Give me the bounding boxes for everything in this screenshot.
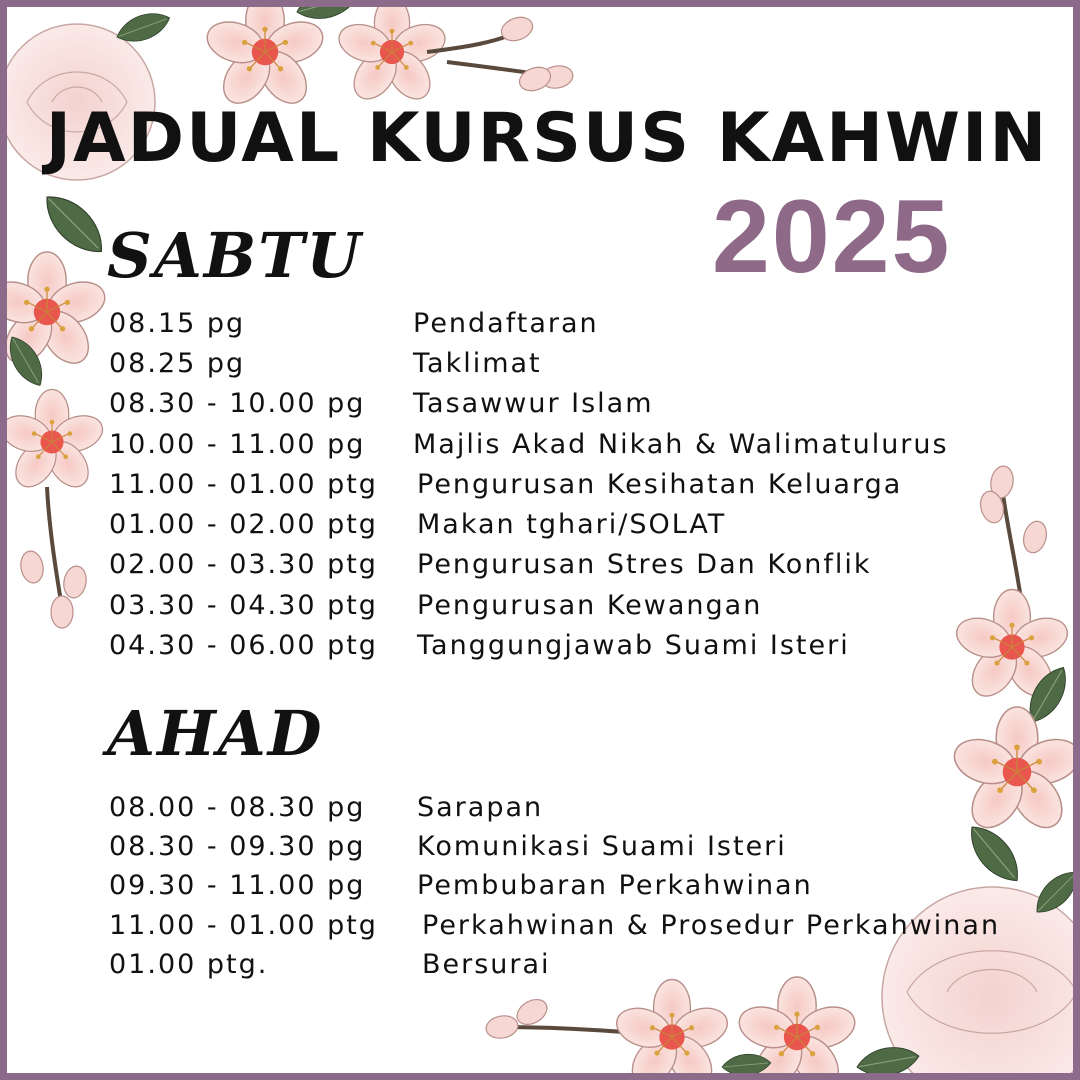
schedule-row [109,788,1000,827]
schedule-row [109,504,949,544]
schedule-time: 01.00 - 02.00 ptg [109,509,378,541]
schedule-activity: Sarapan [417,792,544,824]
schedule-activity: Pengurusan Stres Dan Konflik [417,549,872,581]
schedule-row [109,866,1000,905]
schedule-activity: Makan tghari/SOLAT [417,509,727,541]
schedule-row [109,906,1000,945]
schedule-row [109,464,949,504]
schedule-row [109,827,1000,866]
schedule-activity: Pendaftaran [413,307,599,339]
schedule-activity: Bersurai [422,948,551,980]
schedule-row [109,945,1000,984]
schedule-row [109,343,949,383]
schedule-activity: Tanggungjawab Suami Isteri [417,630,850,662]
schedule-row [109,585,949,625]
schedule-time: 08.30 - 09.30 pg [109,831,366,863]
schedule-time: 08.00 - 08.30 pg [109,792,366,824]
schedule-activity: Majlis Akad Nikah & Walimatulurus [413,428,949,460]
schedule-time: 09.30 - 11.00 pg [109,870,366,902]
schedule-activity: Pengurusan Kesihatan Keluarga [417,468,903,500]
schedule-time: 02.00 - 03.30 ptg [109,549,378,581]
schedule-time: 01.00 ptg. [109,948,269,980]
schedule-time: 08.30 - 10.00 pg [109,388,366,420]
day-heading-sabtu: SABTU [107,219,363,292]
schedule-time: 11.00 - 01.00 ptg [109,909,378,941]
schedule-list-ahad [109,788,1000,984]
day-heading-ahad: AHAD [107,697,324,770]
schedule-activity: Komunikasi Suami Isteri [417,831,787,863]
year-heading: 2025 [712,179,952,295]
schedule-activity: Pembubaran Perkahwinan [417,870,813,902]
schedule-time: 04.30 - 06.00 ptg [109,630,378,662]
page-title: JADUAL KURSUS KAHWIN [45,99,1049,178]
schedule-time: 08.15 pg [109,307,246,339]
schedule-row [109,545,949,585]
schedule-activity: Tasawwur Islam [413,388,654,420]
schedule-time: 11.00 - 01.00 ptg [109,468,378,500]
schedule-activity: Perkahwinan & Prosedur Perkahwinan [422,909,1001,941]
schedule-time: 10.00 - 11.00 pg [109,428,366,460]
schedule-time: 03.30 - 04.30 ptg [109,589,378,621]
schedule-row [109,625,949,665]
schedule-list-sabtu [109,303,949,666]
schedule-time: 08.25 pg [109,347,246,379]
schedule-row [109,303,949,343]
schedule-activity: Pengurusan Kewangan [417,589,763,621]
schedule-activity: Taklimat [413,347,542,379]
schedule-row [109,424,949,464]
schedule-row [109,384,949,424]
